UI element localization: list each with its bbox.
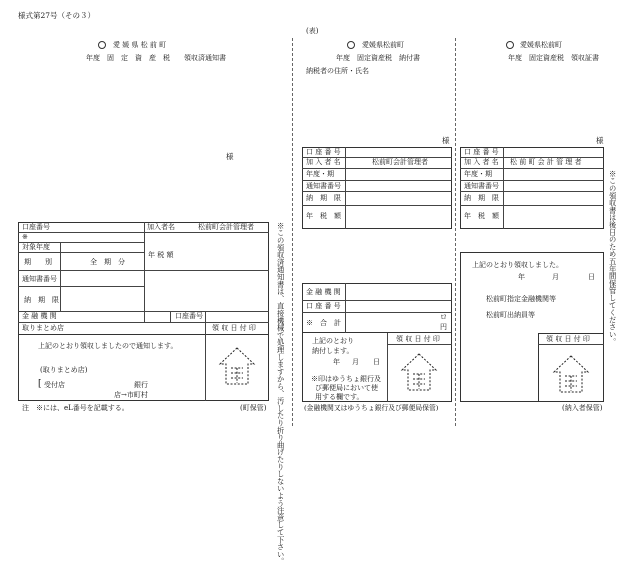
side-label: (表) [306,27,319,35]
part3-row-payee: 加 入 者 名 [464,158,499,166]
part1-payee-label: 加入者名 [147,223,175,231]
part1-bracket-open: [ [38,379,42,389]
date-stamp-icon [550,354,592,394]
part1-installment-label: 期 別 [24,258,52,266]
part1-payee-value: 松前町会計管理者 [198,223,254,231]
part2-row-year: 年度・期 [306,170,334,178]
part3-sama: 様 [596,136,604,145]
part3-day: 日 [588,273,595,281]
part2-title: 年度 固定資産税 納付書 [336,54,420,62]
part2-ro: ロ [440,313,447,321]
part2-bank-label: 金 融 機 関 [306,288,341,296]
part3-row-account: 口 座 番 号 [464,148,499,156]
date-stamp-icon [216,346,258,386]
part1-bank-label: 金 融 機 関 [22,312,57,320]
part3-received-text: 上記のとおり領収しました。 [472,261,563,269]
form-number: 様式第27号（その３） [18,11,96,20]
part2-total-label: ※ 合 計 [306,319,341,327]
part3-payee-value: 松 前 町 会 計 管 理 者 [510,158,582,166]
part3-cashier: 松前町出納員等 [486,311,535,319]
part1-note-mark: ※ [22,233,28,241]
part1-footer-note: 注 ※には、eL番号を記載する。 [22,404,129,412]
part1-notice-no-label: 通知書番号 [22,275,57,283]
part2-payee-value: 松前町会計管理者 [372,158,428,166]
part1-installment-value: 全 期 分 [90,258,125,266]
part2-row-account: 口 座 番 号 [306,148,341,156]
part1-tax-amount-label: 年 税 額 [148,251,174,259]
part2-note1: ※印はゆうちょ銀行及 [311,375,381,383]
part2-day: 日 [373,358,380,366]
town-seal-icon [98,41,106,49]
part2-account-label: 口 座 番 号 [306,302,341,310]
part3-year: 年 [518,273,525,281]
perforation-1 [292,38,293,426]
part2-town: 愛媛県松前町 [362,41,404,49]
part1-bank-word: 銀行 [134,381,148,389]
part2-row-tax: 年 税 額 [306,212,341,220]
part2-keeper: (金融機関又はゆうちょ銀行及び郵便局保管) [304,404,439,412]
part3-row-tax: 年 税 額 [464,212,499,220]
part2-yen: 円 [440,323,447,331]
part2-year: 年 [333,358,340,366]
part3-designated-bank: 松前町指定金融機関等 [486,295,556,303]
part3-town: 愛媛県松前町 [520,41,562,49]
part2-row-notice: 通知書番号 [306,182,341,190]
part1-due-label: 納 期 限 [24,296,59,304]
part2-received-text1: 上記のとおり [312,337,354,345]
part1-vertical-note: ※この領収済通知書は、直接機械で処理しますから、汚したり折り曲げたりしないよう注意して下さい。 [276,222,286,565]
part1-title: 年度 固 定 資 産 税 領収済通知書 [86,54,226,62]
part1-fiscal-year-label: 対象年度 [22,243,50,251]
part1-collecting-store: (取りまとめ店) [40,366,88,374]
part1-sama: 様 [226,152,234,161]
part1-collect-store-label: 取りまとめ店 [22,324,64,332]
town-seal-icon [347,41,355,49]
part1-keeper: (町保管) [240,404,267,412]
part2-taxpayer-label: 納税者の住所・氏名 [306,67,369,75]
part2-row-due: 納 期 限 [306,194,341,202]
part3-stamp-label: 領 収 日 付 印 [546,335,590,343]
perforation-2 [455,38,456,426]
part1-account2-label: 口座番号 [175,312,203,320]
part1-receiving-store: 受付店 [44,381,65,389]
town-seal-icon [506,41,514,49]
part3-row-notice: 通知書番号 [464,182,499,190]
part3-title: 年度 固定資産税 領収証書 [508,54,599,62]
part3-row-due: 納 期 限 [464,194,499,202]
part3-month: 月 [552,273,559,281]
part1-branch-text: 店→市町村 [114,391,148,399]
part2-month: 月 [352,358,359,366]
part1-received-text: 上記のとおり領収しましたので通知します。 [38,342,178,350]
part2-note3: 用する欄です。 [315,393,364,401]
part1-town: 愛 媛 県 松 前 町 [113,41,167,49]
part3-vertical-note: ※この領収書は後日のため五年間保管してください。 [608,170,618,346]
part1-account-label: 口座番号 [22,223,50,231]
part3-row-year: 年度・期 [464,170,492,178]
part3-keeper: (納入者保管) [562,404,603,412]
part2-row-payee: 加 入 者 名 [306,158,341,166]
part2-stamp-label: 領 収 日 付 印 [396,335,440,343]
part2-received-text2: 納付します。 [312,347,354,355]
part2-sama: 様 [442,136,450,145]
part1-stamp-label: 領 収 日 付 印 [212,324,256,332]
part2-note2: び郵便局において使 [315,384,378,392]
date-stamp-icon [398,352,440,392]
